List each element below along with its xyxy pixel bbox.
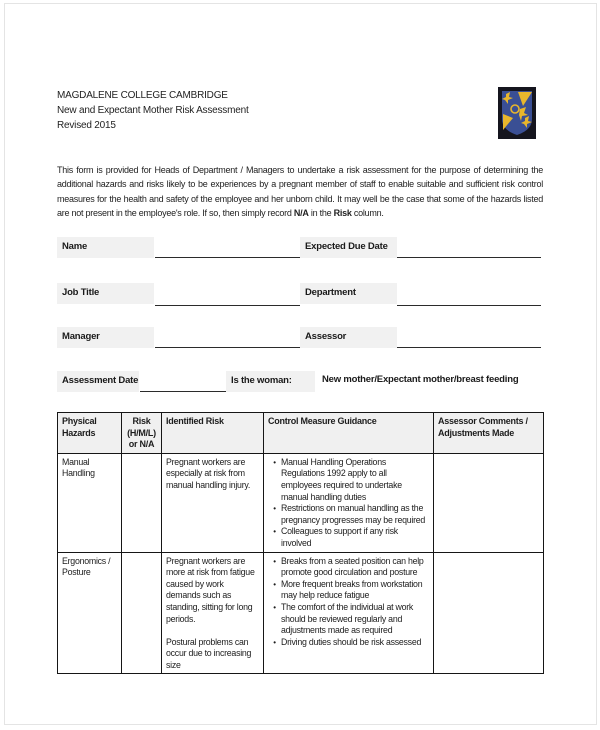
document-header (57, 88, 477, 133)
col-header-assessor-comments: Assessor Comments / Adjustments Made (434, 413, 544, 454)
table-row (58, 552, 544, 674)
bullet-icon: • (273, 457, 276, 467)
field-label-assessment-date: Assessment Date (57, 371, 139, 392)
field-label-manager: Manager (57, 327, 154, 348)
col-header-physical-hazards: Physical Hazards (58, 413, 122, 454)
intro-paragraph (57, 163, 543, 220)
field-label-name: Name (57, 237, 154, 258)
document-title: New and Expectant Mother Risk Assessment (57, 105, 249, 116)
table-header-row (58, 413, 544, 454)
control-text: Restrictions on manual handling as the pregnancy progresses may be required (281, 503, 426, 525)
field-label-is-the-woman: Is the woman: (226, 371, 315, 392)
identified-risk-text: Pregnant workers are more at risk from fatigue caused by work demands such as standing, sitting for long periods. (166, 555, 255, 624)
assessor-comments-cell (434, 552, 544, 674)
intro-bold-risk: Risk (333, 207, 352, 218)
control-text: More frequent breaks from workstation may help reduce fatigue (281, 578, 423, 601)
field-line-department (397, 285, 541, 306)
intro-text: in the (308, 207, 334, 218)
intro-bold-na: N/A (293, 207, 309, 218)
col-header-risk: Risk (H/M/L) or N/A (122, 413, 162, 454)
identified-risk-cell (162, 453, 264, 552)
bullet-icon: • (273, 504, 276, 514)
control-text: The comfort of the individual at work should be reviewed regularly and adjustments made as required (281, 601, 414, 636)
field-line-assessor (397, 327, 541, 348)
control-item (268, 526, 429, 549)
identified-risk-text: Postural problems can occur due to increasing size (166, 636, 252, 670)
org-title: MAGDALENE COLLEGE CAMBRIDGE (57, 90, 228, 101)
control-measures-cell (264, 453, 434, 552)
control-item (268, 457, 429, 503)
assessor-comments-cell (434, 453, 544, 552)
bullet-icon: • (273, 637, 276, 647)
identified-risk-cell (162, 552, 264, 674)
risk-cell (122, 453, 162, 552)
field-line-assessment-date (140, 371, 226, 392)
control-item (268, 579, 429, 602)
control-item (268, 556, 429, 579)
field-label-assessor: Assessor (300, 327, 397, 348)
control-text: Manual Handling Operations Regulations 1992 apply to all employees required to undertake manual handling duties (281, 456, 402, 502)
intro-text: column. (351, 207, 384, 218)
field-label-job-title: Job Title (57, 283, 154, 304)
field-value-woman-status: New mother/Expectant mother/breast feeding (322, 374, 519, 385)
field-line-job-title (155, 285, 300, 306)
field-line-name (155, 237, 300, 258)
control-text: Colleagues to support if any risk involved (281, 526, 398, 548)
bullet-icon: • (273, 579, 276, 589)
field-line-manager (155, 327, 300, 348)
control-item (268, 503, 429, 526)
revision-date: Revised 2015 (57, 120, 116, 131)
col-header-control-measure-guidance: Control Measure Guidance (264, 413, 434, 454)
intro-text: This form is provided for Heads of Department / Managers to undertake a risk assessment for the purpose of determining the additional hazards and risks likely to be experiences by a pregnant member of staff to enable suitable and sufficient risk control measures for the health and safety of the employee and her unborn child. It may well be the case that some of the hazards listed are not present in the employee's role. If so, then simply record (57, 165, 543, 218)
risk-cell (122, 552, 162, 674)
control-item (268, 602, 429, 637)
control-item (268, 637, 429, 649)
college-crest-icon (498, 87, 536, 139)
field-label-department: Department (300, 283, 397, 304)
bullet-icon: • (273, 602, 276, 612)
control-measures-cell (264, 552, 434, 674)
field-line-expected-due-date (397, 237, 541, 258)
identified-risk-text: Pregnant workers are especially at risk from manual handling injury. (166, 456, 251, 490)
col-header-identified-risk: Identified Risk (162, 413, 264, 454)
table-row (58, 453, 544, 552)
control-text: Breaks from a seated position can help promote good circulation and posture (281, 555, 424, 578)
control-text: Driving duties should be risk assessed (281, 636, 422, 647)
bullet-icon: • (273, 556, 276, 566)
hazards-table (57, 412, 544, 674)
field-label-expected-due-date: Expected Due Date (300, 237, 397, 258)
bullet-icon: • (273, 527, 276, 537)
hazard-cell: Ergonomics / Posture (58, 552, 122, 674)
hazard-cell: Manual Handling (58, 453, 122, 552)
